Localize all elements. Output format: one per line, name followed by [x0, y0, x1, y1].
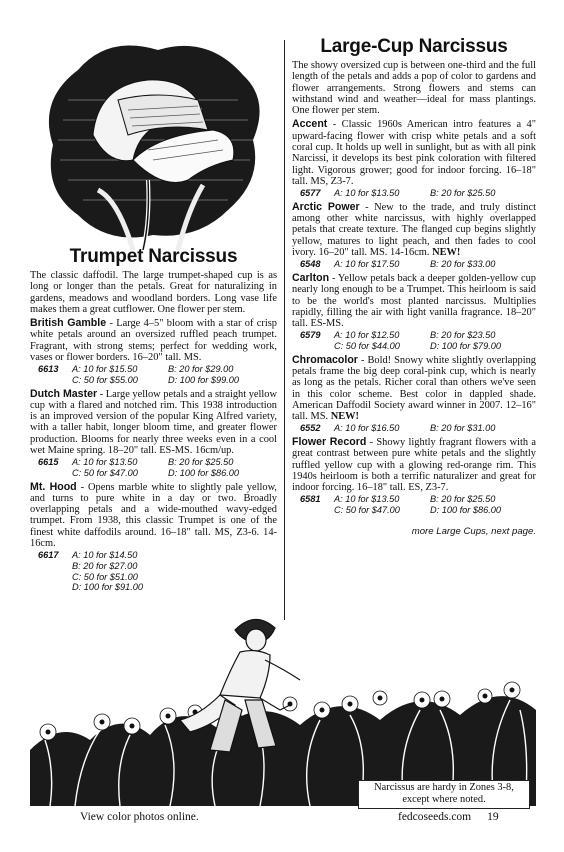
- item-number: 6581: [300, 494, 321, 505]
- item-number: 6548: [300, 259, 321, 270]
- price-b: B: 20 for $29.00: [168, 364, 234, 375]
- hardiness-line-2: except where noted.: [402, 793, 486, 805]
- price-a: A: 10 for $12.50: [334, 330, 400, 341]
- price-a: A: 10 for $14.50: [72, 550, 138, 561]
- large-cup-section: [292, 36, 536, 537]
- variety-description: - Yellow petals back a deeper golden-yellow cup nearly long enough to be a Trumpet. This heirloom is said to be the world's most planted narcissus. Multiplies rapidly, filling the air with light vanilla fragrance. 18–20" tall. ES-MS.: [292, 272, 536, 330]
- price-a: A: 10 for $16.50: [334, 423, 400, 434]
- price-list: [300, 259, 536, 270]
- price-a: A: 10 for $13.50: [334, 494, 400, 505]
- price-c: C: 50 for $47.00: [334, 505, 400, 516]
- price-list: [300, 188, 536, 199]
- item-number: 6613: [38, 364, 59, 375]
- price-list: [38, 364, 277, 385]
- price-list: [300, 494, 536, 515]
- new-badge: NEW!: [432, 247, 461, 259]
- item-number: 6617: [38, 550, 59, 561]
- price-b: B: 20 for $27.00: [72, 560, 138, 571]
- price-b: B: 20 for $25.50: [168, 457, 234, 468]
- price-b: B: 20 for $23.50: [430, 330, 496, 341]
- price-d: D: 100 for $99.00: [168, 374, 239, 385]
- variety-name: British Gamble: [30, 317, 107, 330]
- variety-name: Accent: [292, 118, 328, 131]
- price-c: C: 50 for $44.00: [334, 341, 400, 352]
- variety-carlton: [292, 273, 536, 352]
- column-divider: [284, 40, 285, 620]
- price-a: A: 10 for $15.50: [72, 364, 138, 375]
- price-list: [38, 457, 277, 478]
- section-title: Trumpet Narcissus: [69, 246, 238, 267]
- variety-description: - Opens marble white to slightly pale yellow, and turns to pure white in a day or two. Broadly overlapping petals and a wide-mouthed wavy-edged trumpet. From 1938, this classic Trumpet is one of the finest white daffodils around. 16–18" tall. MS, Z3-6. 14-16cm.: [30, 481, 277, 550]
- price-b: B: 20 for $25.50: [430, 188, 496, 199]
- price-c: C: 50 for $55.00: [72, 374, 138, 385]
- trumpet-section: [30, 246, 277, 593]
- variety-name: Dutch Master: [30, 387, 98, 400]
- price-list: [38, 550, 277, 592]
- continued-note: more Large Cups, next page.: [411, 525, 536, 537]
- variety-flower-record: [292, 437, 536, 516]
- gardener-daffodil-field-illustration: [30, 600, 536, 806]
- page-number: 19: [487, 811, 499, 823]
- variety-dutch-master: [30, 389, 277, 479]
- variety-description: - New to the trade, and truly distinct among other white narcissus, with highly overlapped petals that create texture. The flanged cup begins slightly yellow, matures to light peach, and then fades to cool ivory. 16–20" tall. MS. 14-16cm.: [292, 201, 536, 259]
- variety-name: Chromacolor: [292, 353, 358, 366]
- price-d: D: 100 for $86.00: [168, 467, 239, 478]
- hardiness-note: [358, 780, 530, 809]
- section-intro: The classic daffodil. The large trumpet-shaped cup is as long or longer than the petals. Great for naturalizing in gardens, meadows and woodland borders. Long vase life makes them a great cutflower. One flower per stem.: [30, 270, 277, 315]
- variety-british-gamble: [30, 318, 277, 385]
- price-b: B: 20 for $33.00: [430, 259, 496, 270]
- price-d: D: 100 for $79.00: [430, 341, 501, 352]
- variety-arctic-power: [292, 202, 536, 270]
- section-title: Large-Cup Narcissus: [320, 36, 508, 57]
- price-a: A: 10 for $17.50: [334, 259, 400, 270]
- variety-description: - Showy lightly fragrant flowers with a great contrast between pure white petals and the slightly ruffled yellow cup with a glowing red-orange rim. This 1940s heirloom is both a terrific naturalizer and great for indoor forcing. 16–18" tall. ES, Z3-7.: [292, 436, 536, 494]
- website-link[interactable]: fedcoseeds.com: [398, 811, 472, 823]
- variety-accent: [292, 119, 536, 198]
- price-a: A: 10 for $13.50: [72, 457, 138, 468]
- item-number: 6615: [38, 457, 59, 468]
- variety-description: - Bold! Snowy white slightly overlapping petals frame the big deep coral-pink cup, which is nearly as long as the petals. Richer coral than others we've seen in this color scheme. Best color in dappled shade. American Daffodil Society award winner in 2007. 12–16" tall. MS.: [292, 354, 536, 423]
- variety-mt-hood: [30, 482, 277, 593]
- hardiness-line-1: Narcissus are hardy in Zones 3-8,: [374, 782, 514, 793]
- price-list: [300, 423, 536, 434]
- price-b: B: 20 for $25.50: [430, 494, 496, 505]
- variety-name: Carlton: [292, 271, 330, 284]
- variety-name: Arctic Power: [292, 200, 360, 213]
- price-c: C: 50 for $51.00: [72, 571, 138, 582]
- price-d: D: 100 for $91.00: [72, 582, 143, 593]
- item-number: 6577: [300, 188, 321, 199]
- price-a: A: 10 for $13.50: [334, 188, 400, 199]
- footer-photos-note: View color photos online.: [80, 811, 199, 823]
- price-c: C: 50 for $47.00: [72, 467, 138, 478]
- variety-description: - Large yellow petals and a straight yellow cup with a flared and notched rim. This 1938 introduction is an improved version of the popular King Alfred variety, with a taller habit, longer bloom time, and greater flower production. Blooms for nearly three weeks even in a cool wet Maine spring. 18–20" tall. ES-MS. 16cm/up.: [30, 388, 277, 457]
- variety-chromacolor: [292, 355, 536, 434]
- price-d: D: 100 for $86.00: [430, 505, 501, 516]
- price-b: B: 20 for $31.00: [430, 423, 496, 434]
- new-badge: NEW!: [330, 411, 359, 423]
- variety-name: Flower Record: [292, 435, 367, 448]
- variety-description: - Large 4–5" bloom with a star of crisp white petals around an oversized ruffled peach trumpet. Fragrant, with strong stems; perfect for wedding work, vases or flower borders. 16–20" tall. MS.: [30, 318, 278, 364]
- variety-description: - Classic 1960s American intro features a 4" upward-facing flower with crisp white petals and a soft coral cup. It holds up well in sunlight, but as with all pink Narcissi, it develops its best pink coloration with filtered light. Vigorous grower; good for indoor forcing. 16–18" tall. MS, Z3-7.: [292, 119, 536, 187]
- item-number: 6579: [300, 330, 321, 341]
- item-number: 6552: [300, 423, 321, 434]
- variety-name: Mt. Hood: [30, 480, 77, 493]
- section-intro: The showy oversized cup is between one-third and the full length of the petals and adds a pop of color to gardens and flower arrangements. Strong flowers and stems can withstand wind and weather—ideal for mass plantings. One flower per stem.: [292, 60, 536, 117]
- price-list: [300, 330, 536, 351]
- daffodil-illustration: [38, 40, 270, 250]
- footer-site: [398, 811, 499, 823]
